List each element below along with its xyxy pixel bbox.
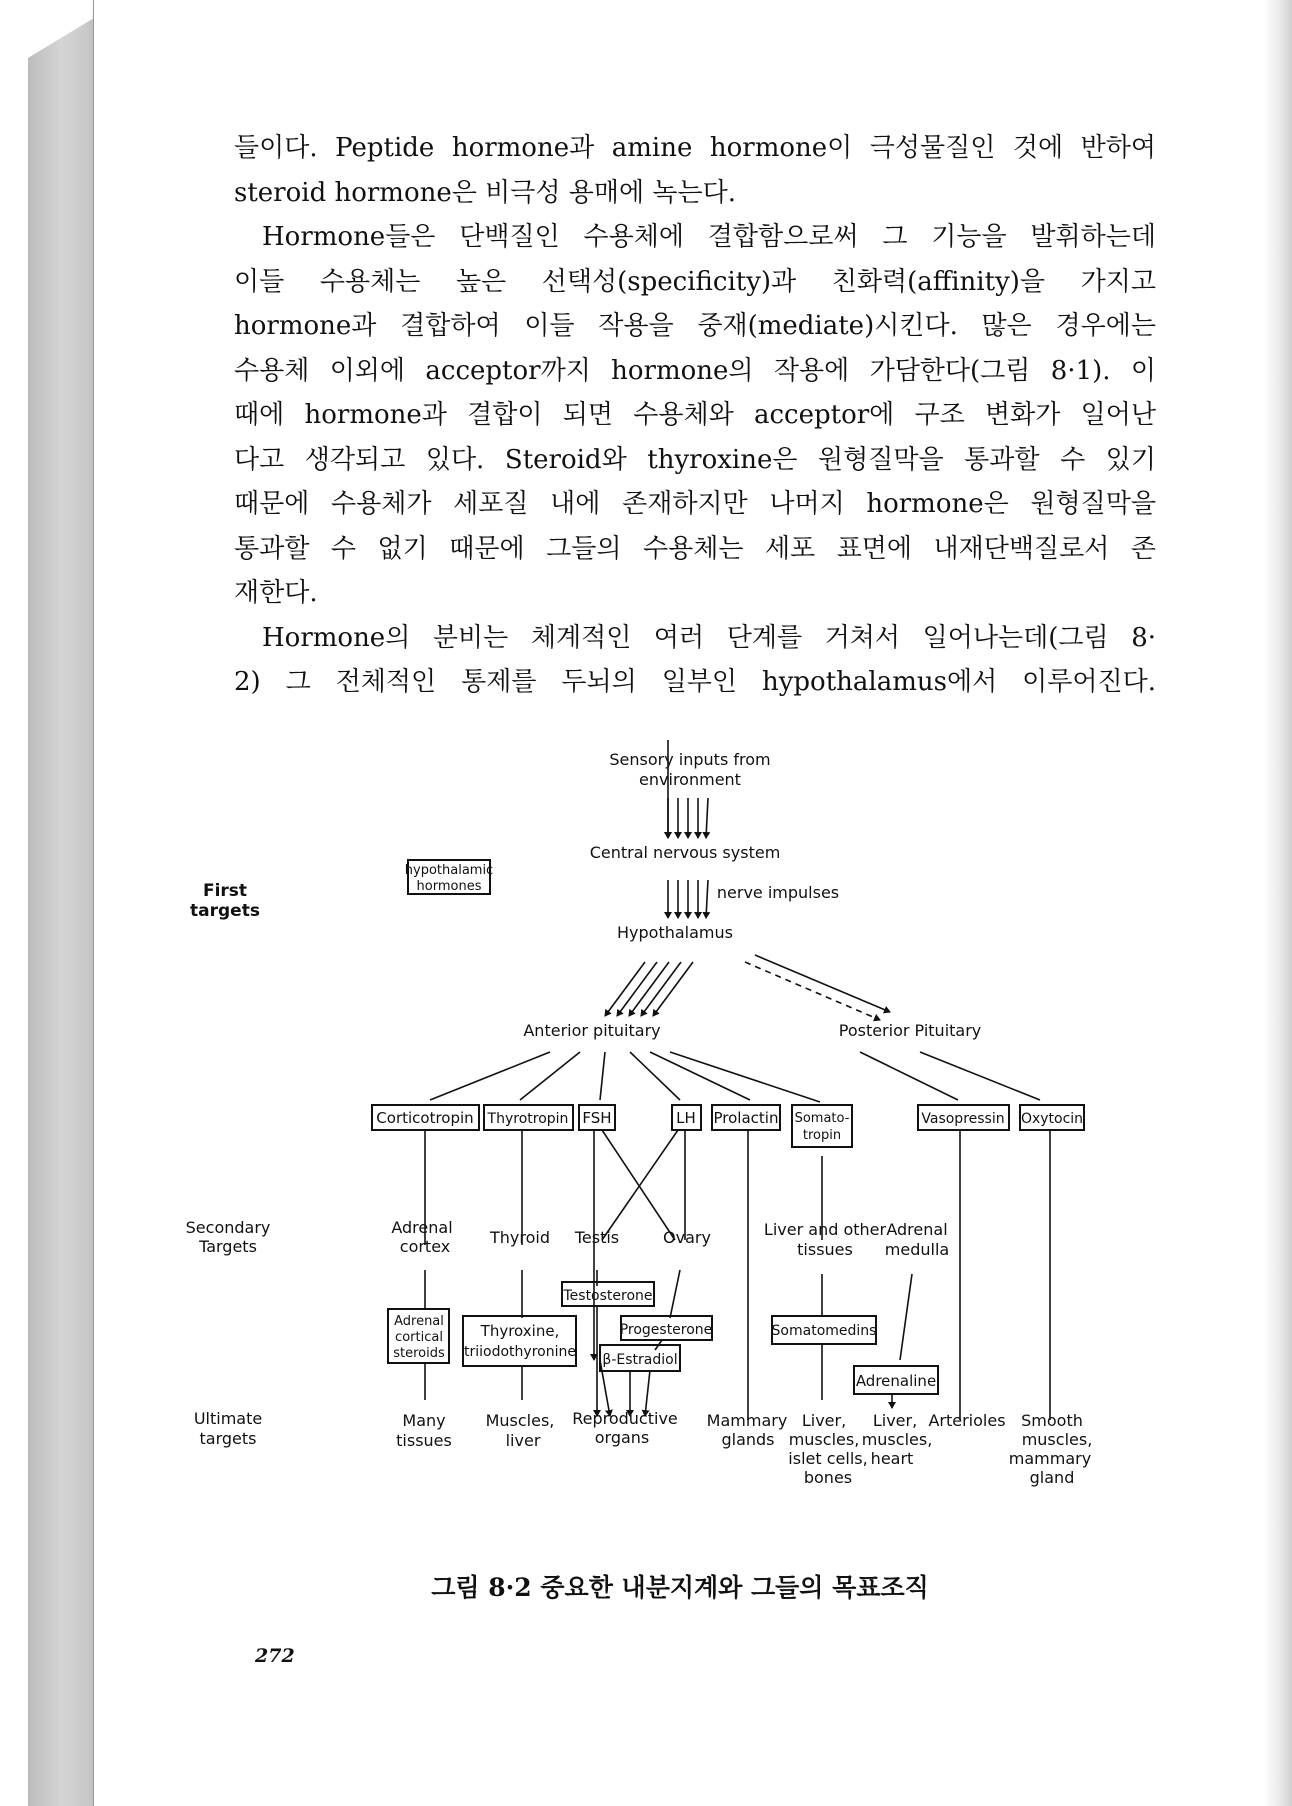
- figure-caption: 그림 8·2 중요한 내분지계와 그들의 목표조직: [431, 1573, 929, 1602]
- oxytocin-box: Oxytocin: [1020, 1111, 1084, 1127]
- text-line: 수용체 이외에 acceptor까지 hormone의 작용에 가담한다(그림 8·1). 이: [234, 355, 1156, 386]
- reproductive-organs-label: organs: [594, 1428, 650, 1447]
- adrenal-cortical-steroids-box: cortical: [395, 1330, 443, 1345]
- book-spine-edge: [28, 18, 94, 1806]
- page-right-edge: [1264, 0, 1292, 1806]
- liver-muscles-islet-label: Liver,: [801, 1411, 847, 1430]
- reproductive-organs-label: Reproductive: [572, 1409, 678, 1428]
- muscles-liver-label: Muscles,: [485, 1411, 555, 1430]
- smooth-muscles-label: mammary: [1008, 1449, 1092, 1468]
- text-line: 때문에 수용체가 세포질 내에 존재하지만 나머지 hormone은 원형질막을: [234, 489, 1156, 519]
- text-line: hormone과 결합하여 이들 작용을 중재(mediate)시킨다. 많은 경우에는: [234, 311, 1156, 341]
- adrenal-cortical-steroids-box: steroids: [393, 1346, 445, 1361]
- adrenaline-box: Adrenaline: [855, 1372, 937, 1390]
- text-line: 다고 생각되고 있다. Steroid와 thyroxine은 원형질막을 통과할 수 있기: [234, 444, 1156, 475]
- text-line: 2) 그 전체적인 통제를 두뇌의 일부인 hypothalamus에서 이루어진다.: [234, 667, 1156, 697]
- secondary-targets-label: Targets: [199, 1237, 257, 1256]
- somatotropin-box: tropin: [802, 1128, 842, 1143]
- liver-muscles-islet-label: muscles,: [788, 1430, 860, 1449]
- mammary-glands-label: Mammary: [706, 1411, 788, 1430]
- hypothalamus-label: Hypothalamus: [617, 923, 733, 942]
- nerve-impulses-label: nerve impulses: [716, 883, 840, 902]
- hypothalamic-hormones-box: hormones: [416, 879, 482, 894]
- fsh-box: FSH: [582, 1109, 612, 1127]
- adrenal-cortex-label: cortex: [399, 1237, 451, 1256]
- corticotropin-box: Corticotropin: [376, 1109, 474, 1127]
- liver-muscles-heart-label: muscles,: [861, 1430, 933, 1449]
- liver-tissues-label: tissues: [797, 1240, 853, 1259]
- mammary-glands-label: glands: [721, 1430, 775, 1449]
- ovary-label: Ovary: [663, 1228, 711, 1247]
- sensory-inputs-label: Sensory inputs from: [609, 750, 771, 769]
- posterior-pituitary-label: Posterior Pituitary: [838, 1021, 982, 1040]
- smooth-muscles-label: Smooth: [1021, 1411, 1083, 1430]
- thyroxine-box: triiodothyronine: [464, 1344, 576, 1360]
- progesterone-box: Progesterone: [619, 1322, 713, 1338]
- text-line: 재한다.: [234, 578, 318, 608]
- lh-box: LH: [676, 1109, 696, 1127]
- thyroxine-box: Thyroxine,: [480, 1322, 560, 1340]
- text-line: steroid hormone은 비극성 용매에 녹는다.: [234, 177, 736, 208]
- text-line: Hormone들은 단백질인 수용체에 결합함으로써 그 기능을 발휘하는데: [262, 222, 1156, 252]
- many-tissues-label: Many: [402, 1411, 446, 1430]
- adrenal-cortical-steroids-box: Adrenal: [394, 1314, 444, 1329]
- ultimate-targets-label: Ultimate: [193, 1409, 263, 1428]
- adrenal-medulla-label: medulla: [884, 1240, 950, 1259]
- liver-muscles-heart-label: Liver,: [872, 1411, 918, 1430]
- thyrotropin-box: Thyrotropin: [487, 1111, 569, 1127]
- liver-muscles-heart-label: heart: [870, 1449, 914, 1468]
- text-line: 통과할 수 없기 때문에 그들의 수용체는 세포 표면에 내재단백질로서 존: [234, 533, 1156, 564]
- thyroid-label: Thyroid: [490, 1228, 550, 1247]
- many-tissues-label: tissues: [396, 1431, 452, 1450]
- somatomedins-box: Somatomedins: [771, 1323, 877, 1339]
- secondary-targets-label: Secondary: [185, 1218, 271, 1237]
- smooth-muscles-label: muscles,: [1021, 1430, 1093, 1449]
- text-line: 때에 hormone과 결합이 되면 수용체와 acceptor에 구조 변화가 일어난: [234, 400, 1156, 430]
- smooth-muscles-label: gland: [1029, 1468, 1075, 1487]
- ultimate-targets-label: targets: [199, 1429, 257, 1448]
- cns-label: Central nervous system: [589, 843, 781, 862]
- estradiol-box: β-Estradiol: [602, 1352, 678, 1368]
- testis-label: Testis: [574, 1228, 620, 1247]
- sensory-inputs-label: environment: [639, 770, 741, 789]
- muscles-liver-label: liver: [505, 1431, 541, 1450]
- first-targets-label: First: [202, 881, 248, 901]
- testosterone-box: Testosterone: [563, 1288, 653, 1304]
- vasopressin-box: Vasopressin: [921, 1111, 1005, 1127]
- text-line: 들이다. Peptide hormone과 amine hormone이 극성물질인 것에 반하여: [234, 133, 1156, 163]
- body-text: [234, 126, 1156, 705]
- liver-muscles-islet-label: bones: [803, 1468, 853, 1487]
- adrenal-medulla-label: Adrenal: [886, 1220, 948, 1239]
- hypothalamic-hormones-box: hypothalamic: [404, 863, 494, 878]
- adrenal-cortex-label: Adrenal: [391, 1218, 453, 1237]
- prolactin-box: Prolactin: [713, 1109, 779, 1127]
- page-number: 272: [255, 1645, 295, 1667]
- endocrine-system-diagram: [185, 740, 1160, 1610]
- text-line: Hormone의 분비는 체계적인 여러 단계를 거쳐서 일어나는데(그림 8·: [262, 622, 1156, 653]
- text-line: 이들 수용체는 높은 선택성(specificity)과 친화력(affinity)을 가지고: [234, 266, 1156, 297]
- somatotropin-box: Somato-: [794, 1111, 850, 1126]
- anterior-pituitary-label: Anterior pituitary: [523, 1021, 661, 1040]
- liver-tissues-label: Liver and other: [763, 1220, 887, 1239]
- arterioles-label: Arterioles: [928, 1411, 1006, 1430]
- first-targets-label: targets: [190, 901, 260, 921]
- liver-muscles-islet-label: islet cells,: [788, 1449, 868, 1468]
